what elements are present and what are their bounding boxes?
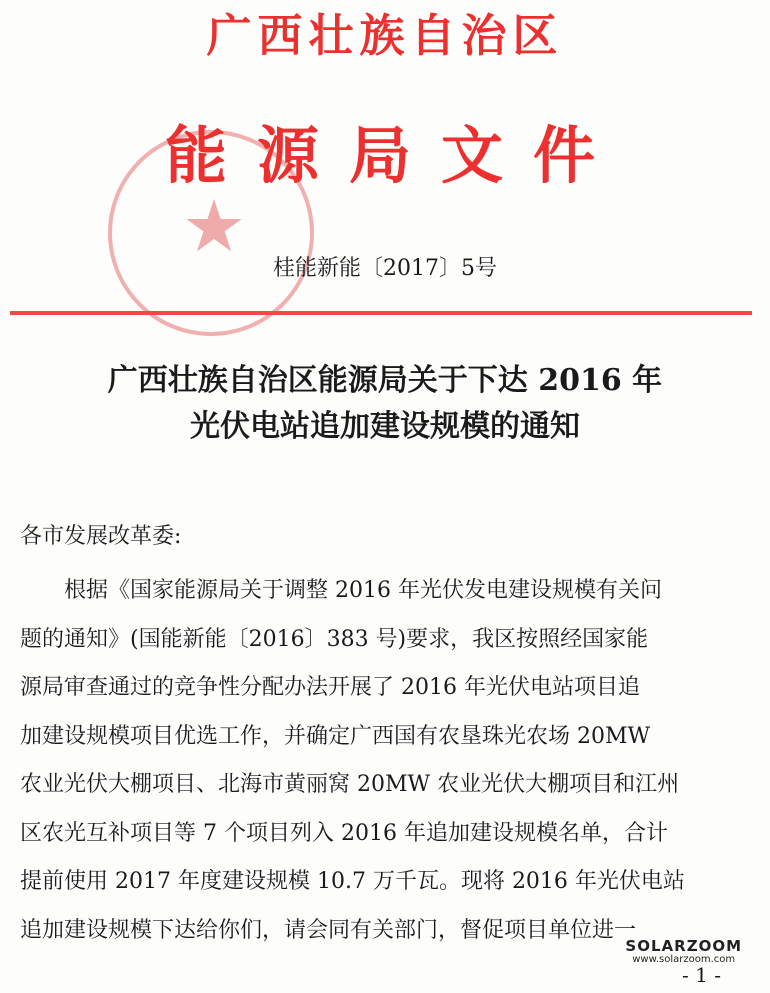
body-line: 提前使用 2017 年度建设规模 10.7 万千瓦。现将 2016 年光伏电站	[20, 869, 685, 894]
document-header: 能源局文件	[164, 119, 625, 192]
body-paragraph	[20, 567, 748, 955]
document-number: 桂能新能〔2017〕5号	[273, 256, 497, 281]
watermark-url: www.solarzoom.com	[632, 954, 736, 965]
watermark-brand: SOLARZOOM	[625, 937, 742, 955]
body-line: 源局审查通过的竞争性分配办法开展了 2016 年光伏电站项目追	[20, 675, 640, 700]
body-line: 追加建设规模下达给你们，请会同有关部门，督促项目单位进一	[20, 917, 637, 943]
red-divider	[10, 311, 752, 315]
issuer-name: 广西壮族自治区	[206, 9, 564, 62]
page-number: - 1 -	[682, 963, 721, 987]
title-line-2: 光伏电站追加建设规模的通知	[190, 409, 580, 444]
salutation: 各市发展改革委:	[20, 524, 182, 549]
body-line: 区农光互补项目等 7 个项目列入 2016 年追加建设规模名单，合计	[20, 820, 668, 846]
body-line: 根据《国家能源局关于调整 2016 年光伏发电建设规模有关问	[20, 578, 662, 603]
body-line: 加建设规模项目优选工作，并确定广西国有农垦珠光农场 20MW	[20, 723, 651, 749]
notice-title	[0, 358, 770, 450]
title-line-1: 广西壮族自治区能源局关于下达 2016 年	[107, 363, 663, 398]
body-line: 农业光伏大棚项目、北海市黄丽窝 20MW 农业光伏大棚项目和江州	[20, 772, 680, 797]
body-line: 题的通知》(国能新能〔2016〕383 号)要求，我区按照经国家能	[20, 626, 649, 652]
star-icon: ★	[181, 184, 247, 268]
